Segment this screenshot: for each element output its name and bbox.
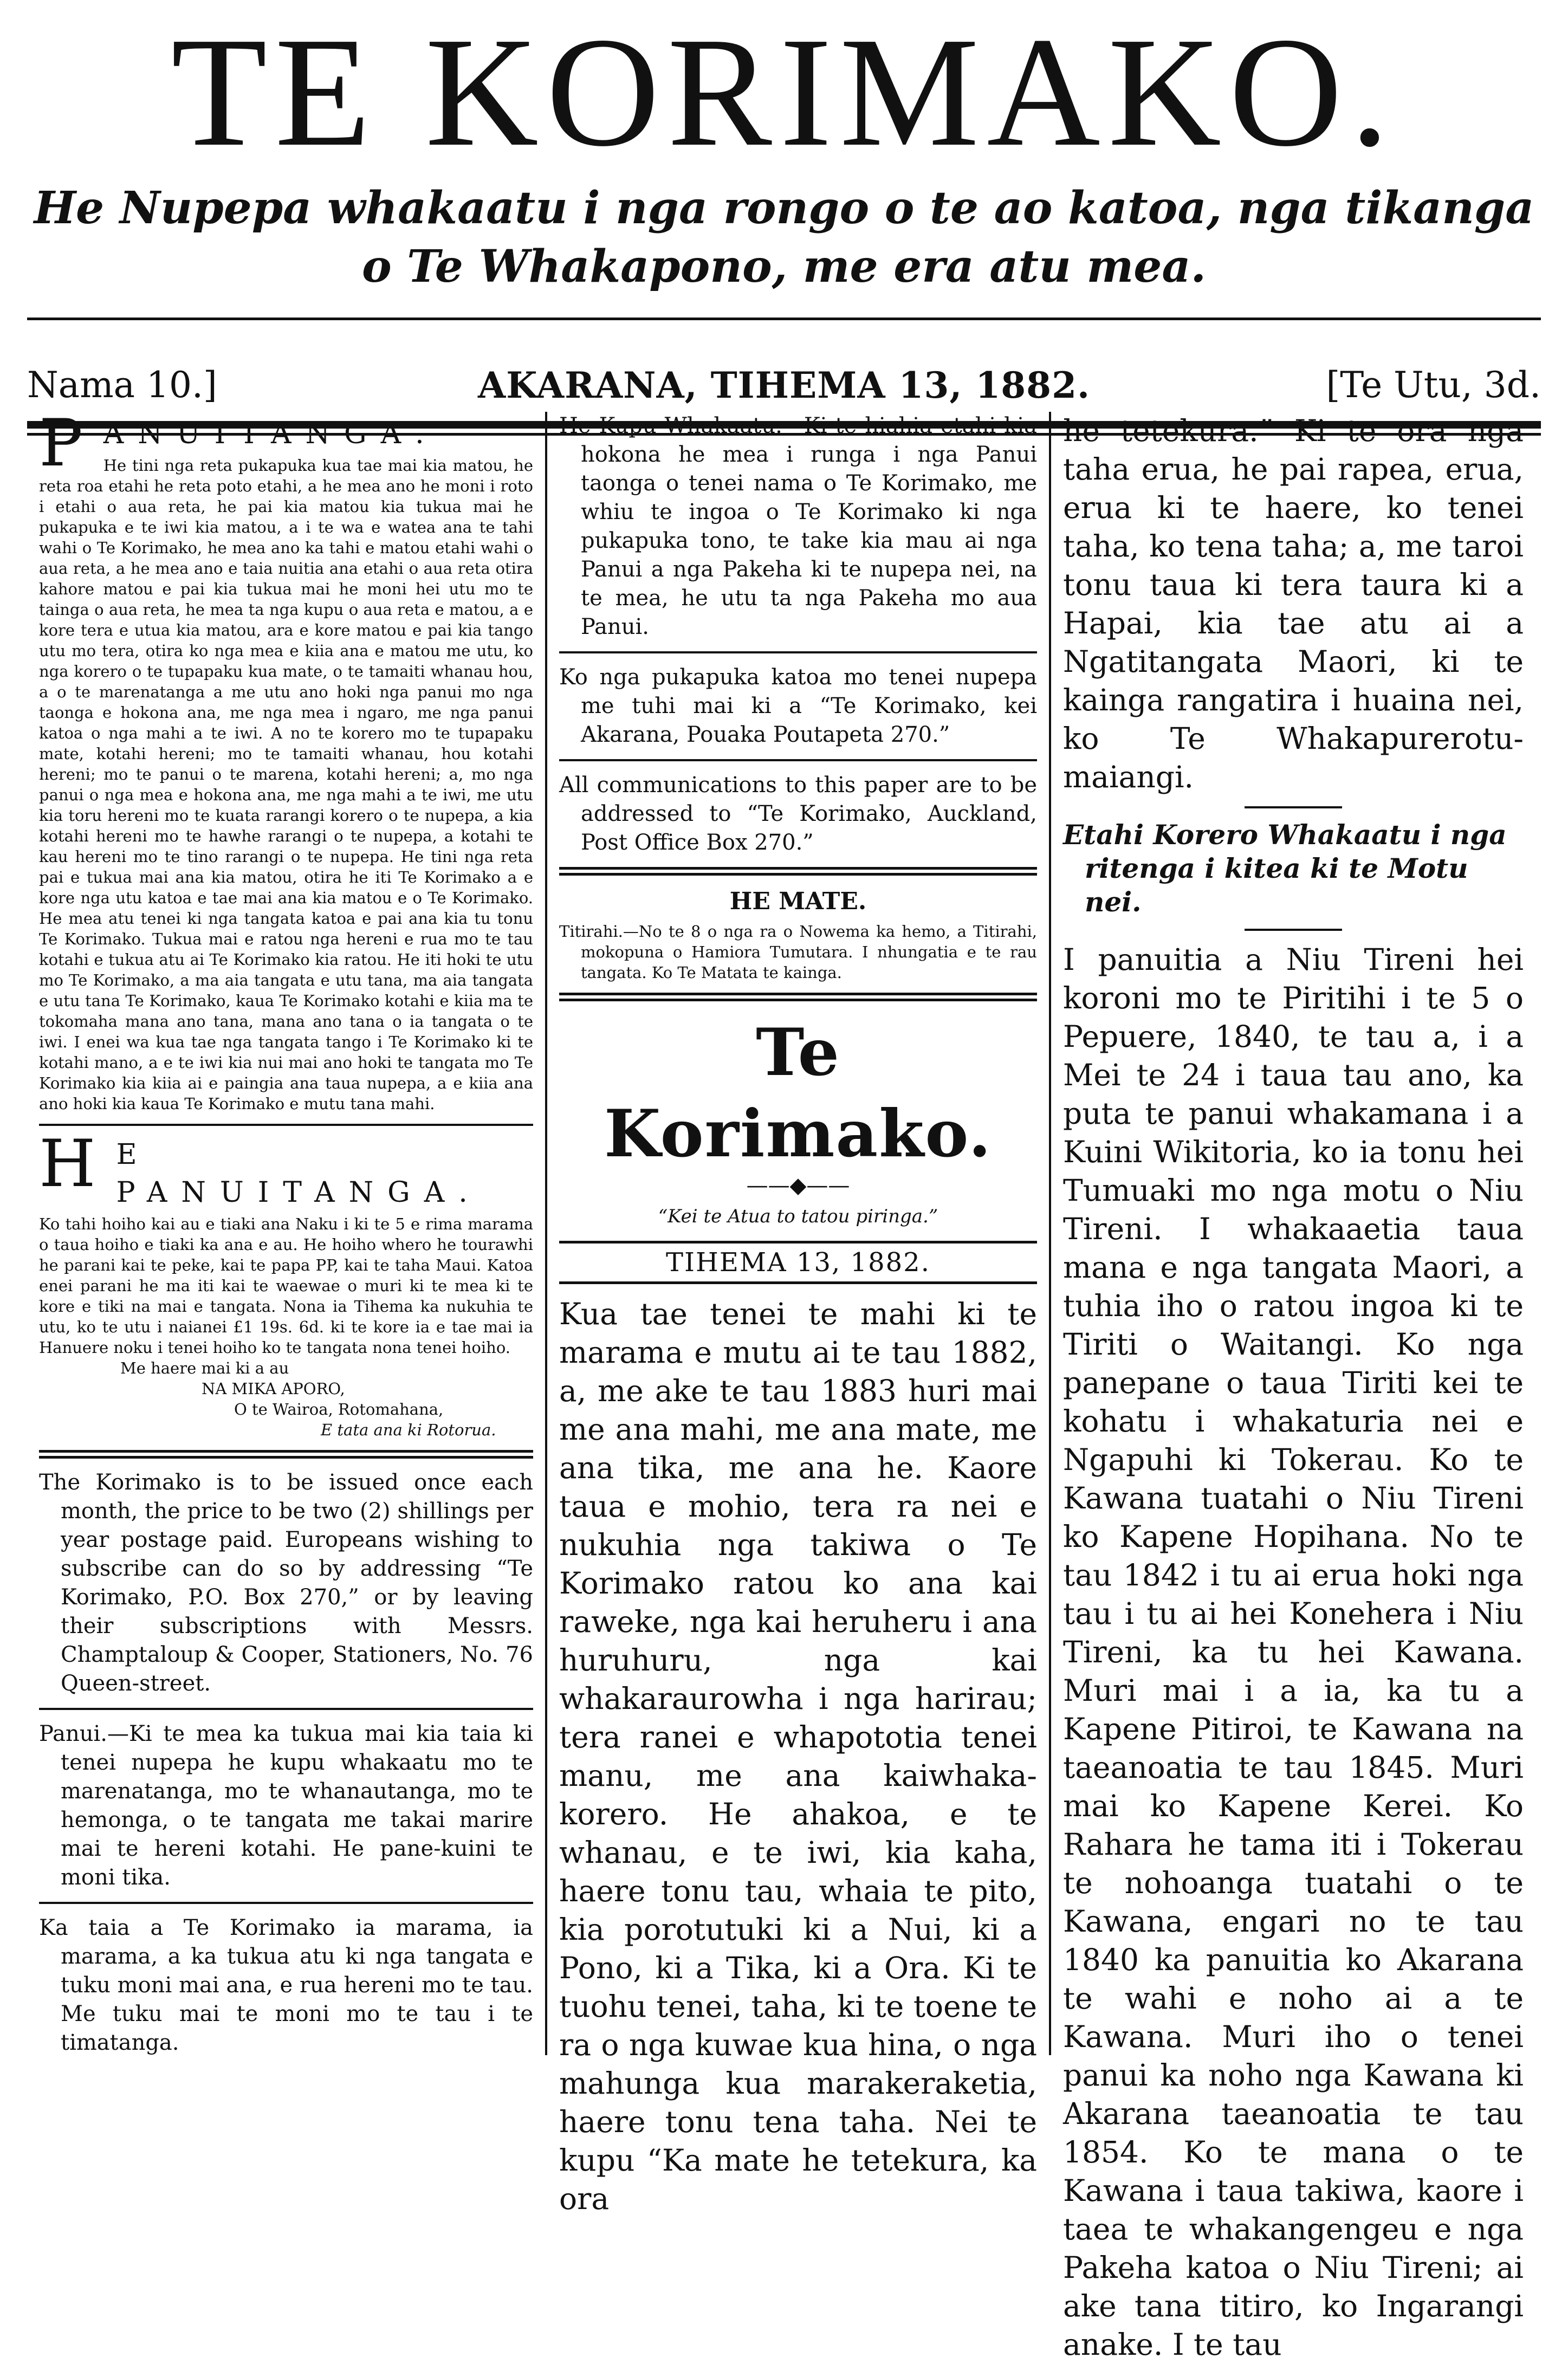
pukapuka-notice [559,663,1037,749]
separator-double [39,1450,533,1459]
subtitle-line-1: He Nupepa whakaatu i nga rongo o te ao katoa, nga tikanga [34,182,1534,234]
english-notice-text: The Korimako is to be issued once each month, the price to be two (2) shillings per year postage paid. Europeans wishing to subscribe can do so by addressing “Te Korimako, P.O. Box 270,” or by leaving their subscriptions with Messrs. Champtaloup & Cooper, Stationers, No. 76 Queen-street. [39,1470,533,1696]
etahi-korero-heading: Etahi Korero Whakaatu i nga ritenga i kitea ki te Motu nei. [1063,819,1507,918]
signature-line-1: Me haere mai ki a au [120,1359,289,1377]
communications-text: All communications to this paper are to be addressed to “Te Korimako, Auckland, Post Office Box 270.” [559,773,1037,855]
panui-text: Panui.—Ki te mea ka tukua mai kia taia ki tenei nupepa he kupu whakaatu mo te marenatanga, mo te whanautanga, mo te hemonga, o te tangata me takai marire mai te hereni kotahi. He pane-kuini te moni tika. [39,1721,533,1890]
editorial-paper-name: Te Korimako. [604,1014,993,1172]
ka-taia-notice [39,1914,533,2057]
he-panuitanga-heading [39,1126,533,1212]
pukapuka-text: Ko nga pukapuka katoa mo tenei nupepa me tuhi mai ki a “Te Korimako, kei Akarana, Pouaka Poutapeta 270.” [559,665,1037,747]
column-1 [27,406,547,2055]
he-mate-text: Titirahi.—No te 8 o nga ra o Nowema ka hemo, a Titirahi, mokopuna o Hamiora Tumutara. I nhungatia e te rau tangata. Ko Te Matata te kainga. [559,922,1037,982]
masthead-title: TE KORIMAKO. [171,5,1397,179]
separator [39,1902,533,1904]
he-mate-notice [559,921,1037,983]
separator [559,651,1037,653]
column-3 [1051,412,1535,2362]
communications-notice [559,771,1037,857]
editorial-date: TIHEMA 13, 1882. [666,1247,930,1278]
he-mate-title: HE MATE. [729,888,867,915]
subtitle-line-2: o Te Whakapono, me era atu mea. [361,241,1207,293]
editorial-continued-text: he tetekura.” Ki te ora nga taha erua, he pai rapea, erua, erua ki te haere, ko tenei taha, ko tena taha; a, me taroi tonu taua ki tera taura ki a Hapai, kia tae atu ai a Ngatitangata Maori, ki te kainga rangatira i huaina nei, ko Te Whakapurerotu-maiangi. [1063,413,1524,794]
signature-block [39,1358,533,1440]
editorial-text: Kua tae tenei te mahi ki te marama e mutu ai te tau 1882, a, me ake te tau 1883 huri mai me ana mahi, me ana mate, me ana tika, me ana he. Kaore taua e mohio, tera ra nei e nukuhia nga takiwa o Te Korimako ratou ko ana kai raweke, nga kai heruheru i ana huruhuru, nga kai whakaraurowha i nga harirau; tera ranei e whapototia tenei manu, me ana kaiwhaka-korero. He ahakoa, e te whanau, e te iwi, kia kaha, haere tonu tau, whaia te pito, kia porotutuki ki a Nui, ki a Pono, ki a Tika, ki a Ora. Ki te tuohu tenei, taha, ki te toene te ra o nga kuwae kua hina, o nga mahunga kua marakeraketia, haere tonu tena taha. Nei te kupu “Ka mate he tetekura, ka ora [559,1297,1037,2216]
editorial-article [559,1295,1037,2218]
editorial-continued [1063,412,1524,796]
signature-line-4: E tata ana ki Rotorua. [321,1421,496,1439]
short-divider [1245,929,1342,931]
ornament-divider: ——◆—— [746,1173,850,1198]
masthead-rule [27,318,1541,320]
panuitanga-heading [39,406,533,481]
signature-line-2: NA MIKA APORO, [202,1379,345,1398]
history-text: I panuitia a Niu Tireni hei koroni mo te Piritihi i te 5 o Pepuere, 1840, te tau a, i a Mei te 24 i taua tau ano, ka puta te panui whakamana i a Kuini Wikitoria, ko ia tonu hei Tumuaki mo nga motu o Niu Tireni. I whakaaetia taua mana e nga tangata Maori, a tuhia iho o ratou ingoa ki te Tiriti o Waitangi. Ko nga panepane o taua Tiriti kei te kohatu i whakaturia nei e Ngapuhi ki Tokerau. Ko te Kawana tuatahi o Niu Tireni ko Kapene Hopihana. No te tau 1842 i tu ai erua hoki nga tau i tu ai hei Konehera i Niu Tireni, ka tu hei Kawana. Muri mai i a ia, ka tu a Kapene Pitiroi, te Kawana na taeanoatia te tau 1845. Muri mai ko Kapene Kerei. Ko Rahara he tama iti i Tokerau te nohoanga tuatahi o te Kawana, engari no te tau 1840 ka panuitia ko Akarana te wahi e noho ai a te Kawana. Muri iho o tenei panui ka noho nga Kawana ki Akarana taeanoatia te tau 1854. Ko te mana o te Kawana i taua takiwa, kaore i taea te whakangengeu e nga Pakeha katoa o Niu Tireni; ai ake tana titiro, ko Ingarangi anake. I te tau [1063,942,1524,2362]
panuitanga-notice [39,455,533,1114]
kupu-whakaatu-text: He Kupu Whakaatu.—Ki te hiahia etahi kia hokona he mea i runga i nga Panui taonga o tenei nama o Te Korimako, me whiu te ingoa o Te Korimako ki nga pukapuka tono, te take kia mau ai nga Panui a nga Pakeha ki te nupepa nei, na te mea, he utu ta nga Pakeha mo aua Panui. [559,413,1037,639]
history-article [1063,941,1524,2364]
separator [559,759,1037,761]
ka-taia-text: Ka taia a Te Korimako ia marama, ia marama, a ka tukua atu ki nga tangata e tuku moni mai ana, e rua hereni mo te tau. Me tuku mai te moni mo te tau i te timatanga. [39,1915,533,2055]
body-columns [27,406,1541,2362]
issue-place-date: AKARANA, TIHEMA 13, 1882. [477,364,1091,406]
issue-price: [Te Utu, 3d. [1326,364,1541,406]
separator-double [559,993,1037,1001]
column-2 [547,412,1051,2216]
short-divider [1245,806,1342,808]
separator-double [559,867,1037,876]
separator [39,1124,533,1126]
he-panuitanga-text: Ko tahi hoiho kai au e tiaki ana Naku i ki te 5 e rima marama o taua hoiho e tiaki ka ana e au. He hoiho whero he tourawhi he parani kai te peke, kai te papa PP, kai te taha Maui. Katoa enei parani he ma iti kai te waewae o muri ki te mea ki te kore e tiki na mai e tangata. Nona ia Tihema ka nukuhia te utu, ko te utu i naianei £1 19s. 6d. ki te kore ia e tae mai ia Hanuere noku i tenei hoiho ko te tangata nona tenei hoiho. [39,1215,533,1357]
separator [39,1708,533,1710]
english-subscription-notice [39,1468,533,1698]
issue-bar [27,353,1541,418]
dateline-rule-bottom [559,1281,1037,1284]
masthead-subtitle [27,179,1541,296]
panuitanga-heading-text: ANUITANGA. [103,418,438,450]
panuitanga-text: He tini nga reta pukapuka kua tae mai kia matou, he reta roa etahi he reta poto etahi, a he mea ano he moni i roto i etahi o aua reta, he pai kia matou kia tukua mai he pukapuka e te iwi kia matou, a i te wa e watea ana te tahi wahi o Te Korimako, he mea ano ka tahi e matou etahi wahi o aua reta, a he mea ano e taia nuitia ana etahi o aua reta otira kahore matou e pai kia tukua mai he moni hei utu mo te tainga o aua reta, he mea ta nga kupu o aua reta e matou, a e kore tera e utua kia matou, ara e kore matou e pai kia tango utu mo tera, otira ko nga mea e kiia ana e matou me utu, ko nga korero o te tupapaku kua mate, o te tamaiti whanau hou, a o te marenatanga a me utu ano hoki nga panui mo nga taonga e hokona ana, me nga mea i ngaro, me nga panui katoa o nga mahi a te iwi. A no te korero mo te tupapaku mate, kotahi hereni; mo te tamaiti whanau, hou kotahi hereni; mo te panui o te marena, kotahi hereni; a, mo nga panui o nga mea e hokona ana, me nga mahi a te iwi, me utu kia toru hereni mo te kuata rarangi korero o te nupepa, a kia kotahi hereni mo te hawhe rarangi o te nupepa, a kotahi te kau hereni mo te tino rarangi o te nupepa. He tini nga reta pai e tukua mai ana kia matou, otira he iti Te Korimako a e kore nga utu katoa e tae mai ana kia matou e o Te Korimako. He mea atu tenei ki nga tangata katoa e pai ana kia tu tonu Te Korimako. Tukua mai e ratou nga hereni e rua mo te tau kotahi e tukua atu ai Te Korimako kia ratou. He iti hoki te utu mo Te Korimako, a ma aia tangata e utu tana, ma aia tangata e utu tana Te Korimako, kaua Te Korimako kotahi e kiia ma te tokomaha mana ano tana, mana ano tana o ia tangata o te iwi. I enei wa kua tae nga tangata tango i Te Korimako ki te kotahi mano, a e te iwi kia nui mai ano hoki te tangata mo Te Korimako kia kiia ai e paingia ana taua nupepa, a e kiia ana ano hoki kia kaua Te Korimako e mutu tana mahi. [39,456,533,1113]
panui-notice [39,1720,533,1892]
he-panuitanga-heading-text: E PANUITANGA. [116,1138,482,1209]
editorial-motto: “Kei te Atua to tatou piringa.” [658,1206,938,1227]
signature-line-3: O te Wairoa, Rotomahana, [234,1400,444,1419]
he-panuitanga-notice [39,1214,533,1358]
issue-number: Nama 10.] [27,364,217,406]
he-panuitanga-dropcap: H [39,1126,110,1202]
kupu-whakaatu-notice [559,412,1037,642]
panuitanga-dropcap: P [39,406,97,481]
